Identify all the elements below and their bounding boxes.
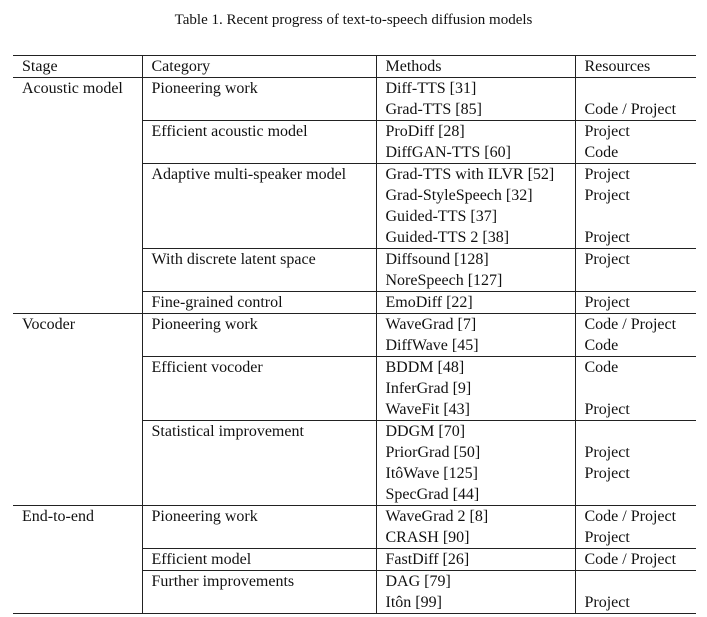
category-cell: Efficient model [142,549,376,571]
resource-cell [575,421,696,443]
resource-cell: Code / Project [575,506,696,528]
category-cell: Pioneering work [142,78,376,100]
category-cell [142,527,376,549]
header-methods: Methods [376,56,575,78]
resource-cell: Project [575,292,696,314]
resource-cell: Code / Project [575,314,696,336]
method-cell: ItôWave [125] [376,463,575,484]
stage-cell [13,270,142,292]
resource-cell: Code [575,357,696,379]
category-cell: Efficient vocoder [142,357,376,379]
method-cell: DiffGAN-TTS [60] [376,142,575,164]
method-cell: SpecGrad [44] [376,484,575,506]
table-row [13,206,696,227]
table-row [13,442,696,463]
stage-cell: Vocoder [13,314,142,336]
resource-cell [575,270,696,292]
resource-cell: Project [575,121,696,143]
stage-cell [13,527,142,549]
stage-cell [13,357,142,379]
method-cell: PriorGrad [50] [376,442,575,463]
resource-cell: Code [575,142,696,164]
resource-cell: Project [575,185,696,206]
resource-cell: Project [575,227,696,249]
method-cell: Grad-TTS with ILVR [52] [376,164,575,186]
stage-cell [13,142,142,164]
table-row [13,399,696,421]
table-row [13,506,696,528]
category-cell [142,142,376,164]
method-cell: Guided-TTS [37] [376,206,575,227]
method-cell: Grad-StyleSpeech [32] [376,185,575,206]
category-cell: Further improvements [142,571,376,593]
stage-cell [13,571,142,593]
resource-cell: Project [575,442,696,463]
category-cell: Efficient acoustic model [142,121,376,143]
method-cell: EmoDiff [22] [376,292,575,314]
method-cell: DDGM [70] [376,421,575,443]
resource-cell: Project [575,463,696,484]
stage-cell [13,549,142,571]
stage-cell [13,121,142,143]
resource-cell: Project [575,164,696,186]
table-row [13,571,696,593]
table-row [13,227,696,249]
resource-cell [575,571,696,593]
header-category: Category [142,56,376,78]
table-row [13,121,696,143]
stage-cell [13,399,142,421]
method-cell: InferGrad [9] [376,378,575,399]
category-cell [142,99,376,121]
table-row [13,249,696,271]
category-cell [142,270,376,292]
method-cell: WaveFit [43] [376,399,575,421]
method-cell: Itôn [99] [376,592,575,614]
table-row [13,142,696,164]
table-row [13,592,696,614]
stage-cell [13,484,142,506]
stage-cell [13,185,142,206]
category-cell [142,378,376,399]
method-cell: Guided-TTS 2 [38] [376,227,575,249]
category-cell: Adaptive multi-speaker model [142,164,376,186]
stage-cell [13,249,142,271]
table-row [13,527,696,549]
resource-cell: Code [575,335,696,357]
category-cell [142,463,376,484]
table-row [13,314,696,336]
table-row [13,164,696,186]
method-cell: FastDiff [26] [376,549,575,571]
category-cell [142,484,376,506]
resource-cell [575,206,696,227]
stage-cell [13,421,142,443]
method-cell: DAG [79] [376,571,575,593]
progress-table [13,55,696,614]
table-row [13,357,696,379]
category-cell: Fine-grained control [142,292,376,314]
table-row [13,378,696,399]
category-cell: Pioneering work [142,506,376,528]
method-cell: Diffsound [128] [376,249,575,271]
category-cell [142,442,376,463]
table-row [13,484,696,506]
category-cell: Pioneering work [142,314,376,336]
resource-cell [575,78,696,100]
table-header-row [13,56,696,78]
category-cell [142,399,376,421]
table-row [13,549,696,571]
stage-cell [13,463,142,484]
table-row [13,78,696,100]
method-cell: CRASH [90] [376,527,575,549]
stage-cell [13,227,142,249]
stage-cell: Acoustic model [13,78,142,100]
stage-cell: End-to-end [13,506,142,528]
stage-cell [13,378,142,399]
table-row [13,421,696,443]
category-cell: With discrete latent space [142,249,376,271]
table-row [13,185,696,206]
method-cell: Diff-TTS [31] [376,78,575,100]
method-cell: WaveGrad [7] [376,314,575,336]
category-cell: Statistical improvement [142,421,376,443]
table-row [13,99,696,121]
table-row [13,335,696,357]
category-cell [142,227,376,249]
category-cell [142,592,376,614]
resource-cell: Project [575,249,696,271]
resource-cell: Code / Project [575,549,696,571]
stage-cell [13,292,142,314]
category-cell [142,206,376,227]
header-stage: Stage [13,56,142,78]
resource-cell: Project [575,527,696,549]
resource-cell: Code / Project [575,99,696,121]
stage-cell [13,592,142,614]
resource-cell [575,484,696,506]
method-cell: DiffWave [45] [376,335,575,357]
method-cell: BDDM [48] [376,357,575,379]
header-resources: Resources [575,56,696,78]
stage-cell [13,335,142,357]
resource-cell: Project [575,399,696,421]
table-row [13,270,696,292]
table-row [13,463,696,484]
stage-cell [13,99,142,121]
table-body [13,78,696,614]
method-cell: ProDiff [28] [376,121,575,143]
method-cell: WaveGrad 2 [8] [376,506,575,528]
method-cell: Grad-TTS [85] [376,99,575,121]
stage-cell [13,206,142,227]
table-row [13,292,696,314]
category-cell [142,335,376,357]
category-cell [142,185,376,206]
table-caption: Table 1. Recent progress of text-to-speech diffusion models [174,12,533,28]
stage-cell [13,164,142,186]
resource-cell [575,378,696,399]
stage-cell [13,442,142,463]
method-cell: NoreSpeech [127] [376,270,575,292]
resource-cell: Project [575,592,696,614]
